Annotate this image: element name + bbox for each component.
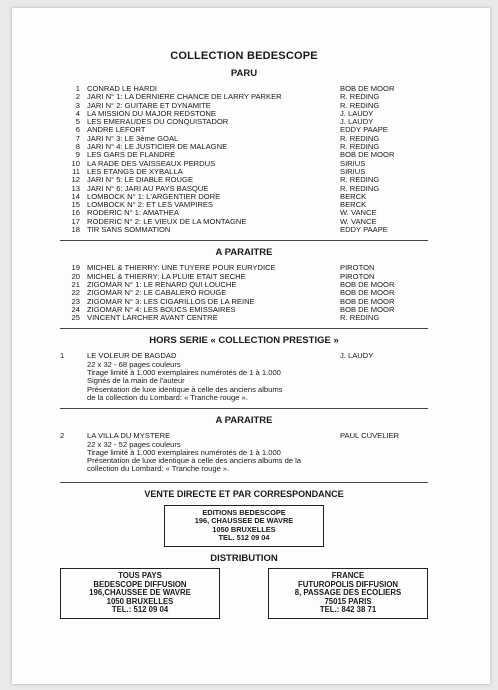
address-line: TEL.: 512 09 04 xyxy=(111,605,169,615)
item-number: 24 xyxy=(71,304,80,314)
address-line: TEL.: 842 38 71 xyxy=(319,605,377,615)
item-title: LES ETANGS DE XYBALLA xyxy=(87,167,183,176)
item-number: 23 xyxy=(71,296,80,306)
address-line: FUTUROPOLIS DIFFUSION xyxy=(297,579,399,589)
item-author: BOB DE MOOR xyxy=(340,304,395,314)
item-title: TIR SANS SOMMATION xyxy=(87,226,171,235)
list-item xyxy=(60,160,428,168)
distribution-box-tous-pays xyxy=(60,568,220,619)
item-title: LES EMERAUDES DU CONQUISTADOR xyxy=(87,118,229,127)
item-author: PIROTON xyxy=(340,271,375,281)
page-content xyxy=(60,50,428,619)
item-author: R. REDING xyxy=(340,313,380,323)
item-author: SIRIUS xyxy=(340,158,366,168)
item-title: MICHEL & THIERRY: UNE TUYERE POUR EURYDICE xyxy=(87,264,276,273)
list-item xyxy=(60,314,428,322)
section-heading-paru: PARU xyxy=(230,68,258,79)
item-number: 17 xyxy=(71,216,80,226)
item-number: 22 xyxy=(71,288,80,298)
item-author: BERCK xyxy=(340,200,367,210)
item-number: 20 xyxy=(71,271,80,281)
item-number: 16 xyxy=(71,208,80,218)
section-heading-hors-serie: HORS SERIE « COLLECTION PRESTIGE » xyxy=(149,335,339,347)
item-author: R. REDING xyxy=(340,133,380,143)
item-number: 4 xyxy=(75,108,80,118)
prestige-item-1 xyxy=(60,352,428,402)
item-author: R. REDING xyxy=(340,183,380,193)
item-number: 9 xyxy=(75,150,80,160)
item-author: W. VANCE xyxy=(340,216,377,226)
list-item xyxy=(60,185,428,193)
item-number: 1 xyxy=(60,351,65,361)
item-title: LA MISSION DU MAJOR REDSTONE xyxy=(87,109,216,118)
address-line: TOUS PAYS xyxy=(118,571,162,581)
document-page xyxy=(12,8,490,684)
item-number: 10 xyxy=(71,158,80,168)
distribution-boxes xyxy=(60,568,428,619)
item-author: EDDY PAAPE xyxy=(340,225,388,235)
item-title: JARI N° 4: LE JUSTICIER DE MALAGNE xyxy=(87,143,228,152)
address-line: FRANCE xyxy=(331,571,365,581)
item-number: 5 xyxy=(75,117,80,127)
address-line: BEDESCOPE DIFFUSION xyxy=(93,579,187,589)
address-line: 196,CHAUSSEE DE WAVRE xyxy=(89,588,191,598)
item-author: BERCK xyxy=(340,191,367,201)
item-number: 2 xyxy=(60,431,65,441)
detail-line: 22 x 32 - 68 pages couleurs xyxy=(87,359,181,369)
item-number: 7 xyxy=(75,133,80,143)
item-author: PAUL CUVELIER xyxy=(340,431,400,441)
vente-address-box xyxy=(164,505,324,547)
item-number: 1 xyxy=(75,84,80,93)
address-line: 1050 BRUXELLES xyxy=(106,596,174,606)
section-heading-distribution: DISTRIBUTION xyxy=(210,553,278,565)
item-title: JARI N° 2: GUITARE ET DYNAMITE xyxy=(87,101,211,110)
address-line: 1050 BRUXELLES xyxy=(212,524,276,534)
item-number: 13 xyxy=(71,183,80,193)
item-author: R. REDING xyxy=(340,175,380,185)
detail-line: Tirage limité à 1.000 exemplaires numérotés de 1 à 1.000 xyxy=(87,368,281,378)
item-author: BOB DE MOOR xyxy=(340,296,395,306)
item-title: LA RADE DES VAISSEAUX PERDUS xyxy=(87,159,216,168)
item-title: LE VOLEUR DE BAGDAD xyxy=(87,352,177,361)
item-number: 15 xyxy=(71,200,80,210)
item-author: J. LAUDY xyxy=(340,117,374,127)
item-number: 2 xyxy=(75,92,80,102)
detail-line: Présentation de luxe identique à celle des anciens albums xyxy=(87,384,283,394)
item-number: 19 xyxy=(71,263,80,273)
item-author: J. LAUDY xyxy=(340,108,374,118)
item-author: BOB DE MOOR xyxy=(340,150,395,160)
list-item xyxy=(60,193,428,201)
prestige-item-2 xyxy=(60,432,428,473)
item-title: JARI N° 3: LE 3ème GOAL xyxy=(87,134,179,143)
detail-line: de la collection du Lombard: « Tranche rouge ». xyxy=(87,392,248,402)
item-number: 12 xyxy=(71,175,80,185)
item-number: 6 xyxy=(75,125,80,135)
detail-line: Tirage limité à 1.000 exemplaires numérotés de 1 à 1.000 xyxy=(87,447,281,457)
item-title: LA VILLA DU MYSTERE xyxy=(87,432,171,441)
item-author: SIRIUS xyxy=(340,166,366,176)
item-title: JARI N° 5: LE DIABLE ROUGE xyxy=(87,176,194,185)
item-author: BOB DE MOOR xyxy=(340,288,395,298)
distribution-box-france xyxy=(268,568,428,619)
item-title: VINCENT LARCHER AVANT CENTRE xyxy=(87,314,218,323)
detail-line: collection du Lombard: « Tranche rouge ». xyxy=(87,464,230,474)
item-author: R. REDING xyxy=(340,100,380,110)
section-heading-a-paraitre-2: A PARAITRE xyxy=(215,415,273,427)
item-author: PIROTON xyxy=(340,263,375,273)
section-heading-a-paraitre: A PARAITRE xyxy=(215,247,273,259)
address-line: TEL. 512 09 04 xyxy=(218,533,270,543)
collection-title: COLLECTION BEDESCOPE xyxy=(170,50,318,62)
item-title: CONRAD LE HARDI xyxy=(87,85,158,93)
list-item xyxy=(60,151,428,159)
divider xyxy=(60,482,428,483)
item-number: 8 xyxy=(75,142,80,152)
detail-line: Signés de la main de l'auteur xyxy=(87,376,185,386)
item-author: EDDY PAAPE xyxy=(340,125,388,135)
item-author: J. LAUDY xyxy=(340,351,374,361)
item-title: ZIGOMAR N° 1: LE RENARD QUI LOUCHE xyxy=(87,280,237,289)
section-heading-vente: VENTE DIRECTE ET PAR CORRESPONDANCE xyxy=(144,488,344,499)
item-title: RODERIC N° 1: AMATHEA xyxy=(87,209,179,218)
item-title: JARI N° 6: JARI AU PAYS BASQUE xyxy=(87,184,209,193)
item-author: R. REDING xyxy=(340,142,380,152)
item-author: BOB DE MOOR xyxy=(340,279,395,289)
address-line: 75015 PARIS xyxy=(324,596,372,606)
address-line: 8, PASSAGE DES ECOLIERS xyxy=(294,588,402,598)
paru-list xyxy=(60,85,428,234)
divider xyxy=(60,240,428,241)
item-title: LOMBOCK N° 2: ET LES VAMPIRES xyxy=(87,201,213,210)
item-number: 11 xyxy=(72,166,80,176)
item-title: LOMBOCK N° 1: L'ARGENTIER DORE xyxy=(87,192,221,201)
detail-line: Présentation de luxe identique à celle des anciens albums de la xyxy=(87,456,302,466)
a-paraitre-list xyxy=(60,264,428,322)
item-title: RODERIC N° 2: LE VIEUX DE LA MONTAGNE xyxy=(87,217,247,226)
address-line: EDITIONS BEDESCOPE xyxy=(202,507,286,517)
item-title: MICHEL & THIERRY: LA PLUIE ETAIT SECHE xyxy=(87,272,246,281)
divider xyxy=(60,408,428,409)
item-number: 3 xyxy=(75,100,80,110)
list-item xyxy=(60,226,428,234)
item-author: W. VANCE xyxy=(340,208,377,218)
address-line: 196, CHAUSSEE DE WAVRE xyxy=(194,516,294,526)
item-title: ZIGOMAR N° 2: LE CABALERO ROUGE xyxy=(87,289,227,298)
item-title: JARI N° 1: LA DERNIERE CHANCE DE LARRY PARKER xyxy=(87,93,282,102)
item-number: 25 xyxy=(71,313,80,323)
item-author: BOB DE MOOR xyxy=(340,84,395,93)
item-title: ZIGOMAR N° 3: LES CIGARILLOS DE LA REINE xyxy=(87,297,255,306)
item-number: 21 xyxy=(71,279,80,289)
item-number: 14 xyxy=(71,191,80,201)
item-author: R. REDING xyxy=(340,92,380,102)
detail-line: 22 x 32 - 52 pages couleurs xyxy=(87,439,181,449)
item-title: LES GARS DE FLANDRE xyxy=(87,151,176,160)
item-title: ZIGOMAR N° 4: LES BOUCS EMISSAIRES xyxy=(87,305,236,314)
item-title: ANDRE LEFORT xyxy=(87,126,146,135)
divider xyxy=(60,328,428,329)
item-number: 18 xyxy=(71,225,80,235)
